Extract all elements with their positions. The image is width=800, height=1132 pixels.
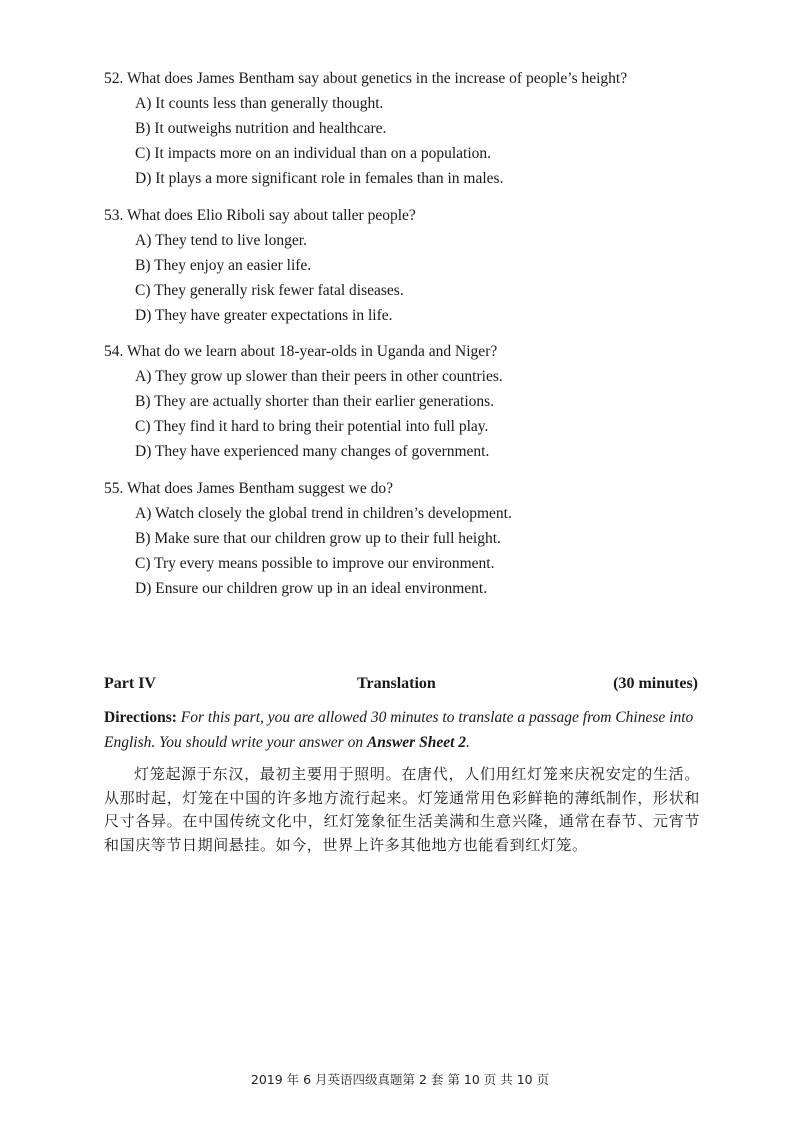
option-a: A) Watch closely the global trend in children’s development.: [135, 505, 512, 522]
question-stem: 52. What does James Bentham say about genetics in the increase of people’s height?: [104, 70, 628, 87]
option-b: B) They are actually shorter than their earlier generations.: [135, 393, 495, 410]
question-52: [104, 66, 724, 191]
option-b: B) They enjoy an easier life.: [135, 257, 312, 274]
question-stem: 53. What does Elio Riboli say about taller people?: [104, 207, 416, 224]
option-d: D) It plays a more significant role in females than in males.: [135, 170, 504, 187]
option-b: B) Make sure that our children grow up to their full height.: [135, 530, 501, 547]
answer-sheet-ref: Answer Sheet 2: [366, 734, 467, 751]
option-c: C) They find it hard to bring their potential into full play.: [135, 418, 489, 435]
part-title: Part IV: [104, 675, 156, 692]
question-55: [104, 476, 724, 601]
directions: [104, 705, 700, 755]
question-stem: 54. What do we learn about 18-year-olds in Uganda and Niger?: [104, 343, 498, 360]
option-c: C) Try every means possible to improve our environment.: [135, 555, 495, 572]
part-time: (30 minutes): [613, 675, 698, 692]
option-d: D) Ensure our children grow up in an ideal environment.: [135, 580, 488, 597]
page-footer: 2019 年 6 月英语四级真题第 2 套 第 10 页 共 10 页: [250, 1072, 550, 1087]
option-b: B) It outweighs nutrition and healthcare.: [135, 120, 387, 137]
question-stem: 55. What does James Bentham suggest we do?: [104, 480, 393, 497]
translation-passage: 灯笼起源于东汉，最初主要用于照明。在唐代，人们用红灯笼来庆祝安定的生活。从那时起，灯笼在中国的许多地方流行起来。灯笼通常用色彩鲜艳的薄纸制作，形状和尺寸各异。在中国传统文化中，红灯笼象征生活美满和生意兴隆，通常在春节、元宵节和国庆等节日期间悬挂。如今，世界上许多其他地方也能看到红灯笼。: [104, 765, 700, 854]
question-54: [104, 339, 724, 464]
directions-end: .: [466, 734, 470, 751]
directions-text: For this part, you are allowed 30 minutes to translate a passage from Chinese into English. You should write your answer on: [104, 709, 694, 751]
option-a: A) They grow up slower than their peers in other countries.: [135, 368, 503, 385]
option-d: D) They have experienced many changes of government.: [135, 443, 490, 460]
option-d: D) They have greater expectations in life.: [135, 307, 393, 324]
part-header: [104, 675, 698, 699]
directions-label: Directions:: [104, 709, 177, 726]
option-c: C) They generally risk fewer fatal diseases.: [135, 282, 404, 299]
part-name: Translation: [357, 675, 436, 692]
option-a: A) It counts less than generally thought.: [135, 95, 384, 112]
option-c: C) It impacts more on an individual than on a population.: [135, 145, 492, 162]
question-53: [104, 203, 724, 328]
option-a: A) They tend to live longer.: [135, 232, 307, 249]
